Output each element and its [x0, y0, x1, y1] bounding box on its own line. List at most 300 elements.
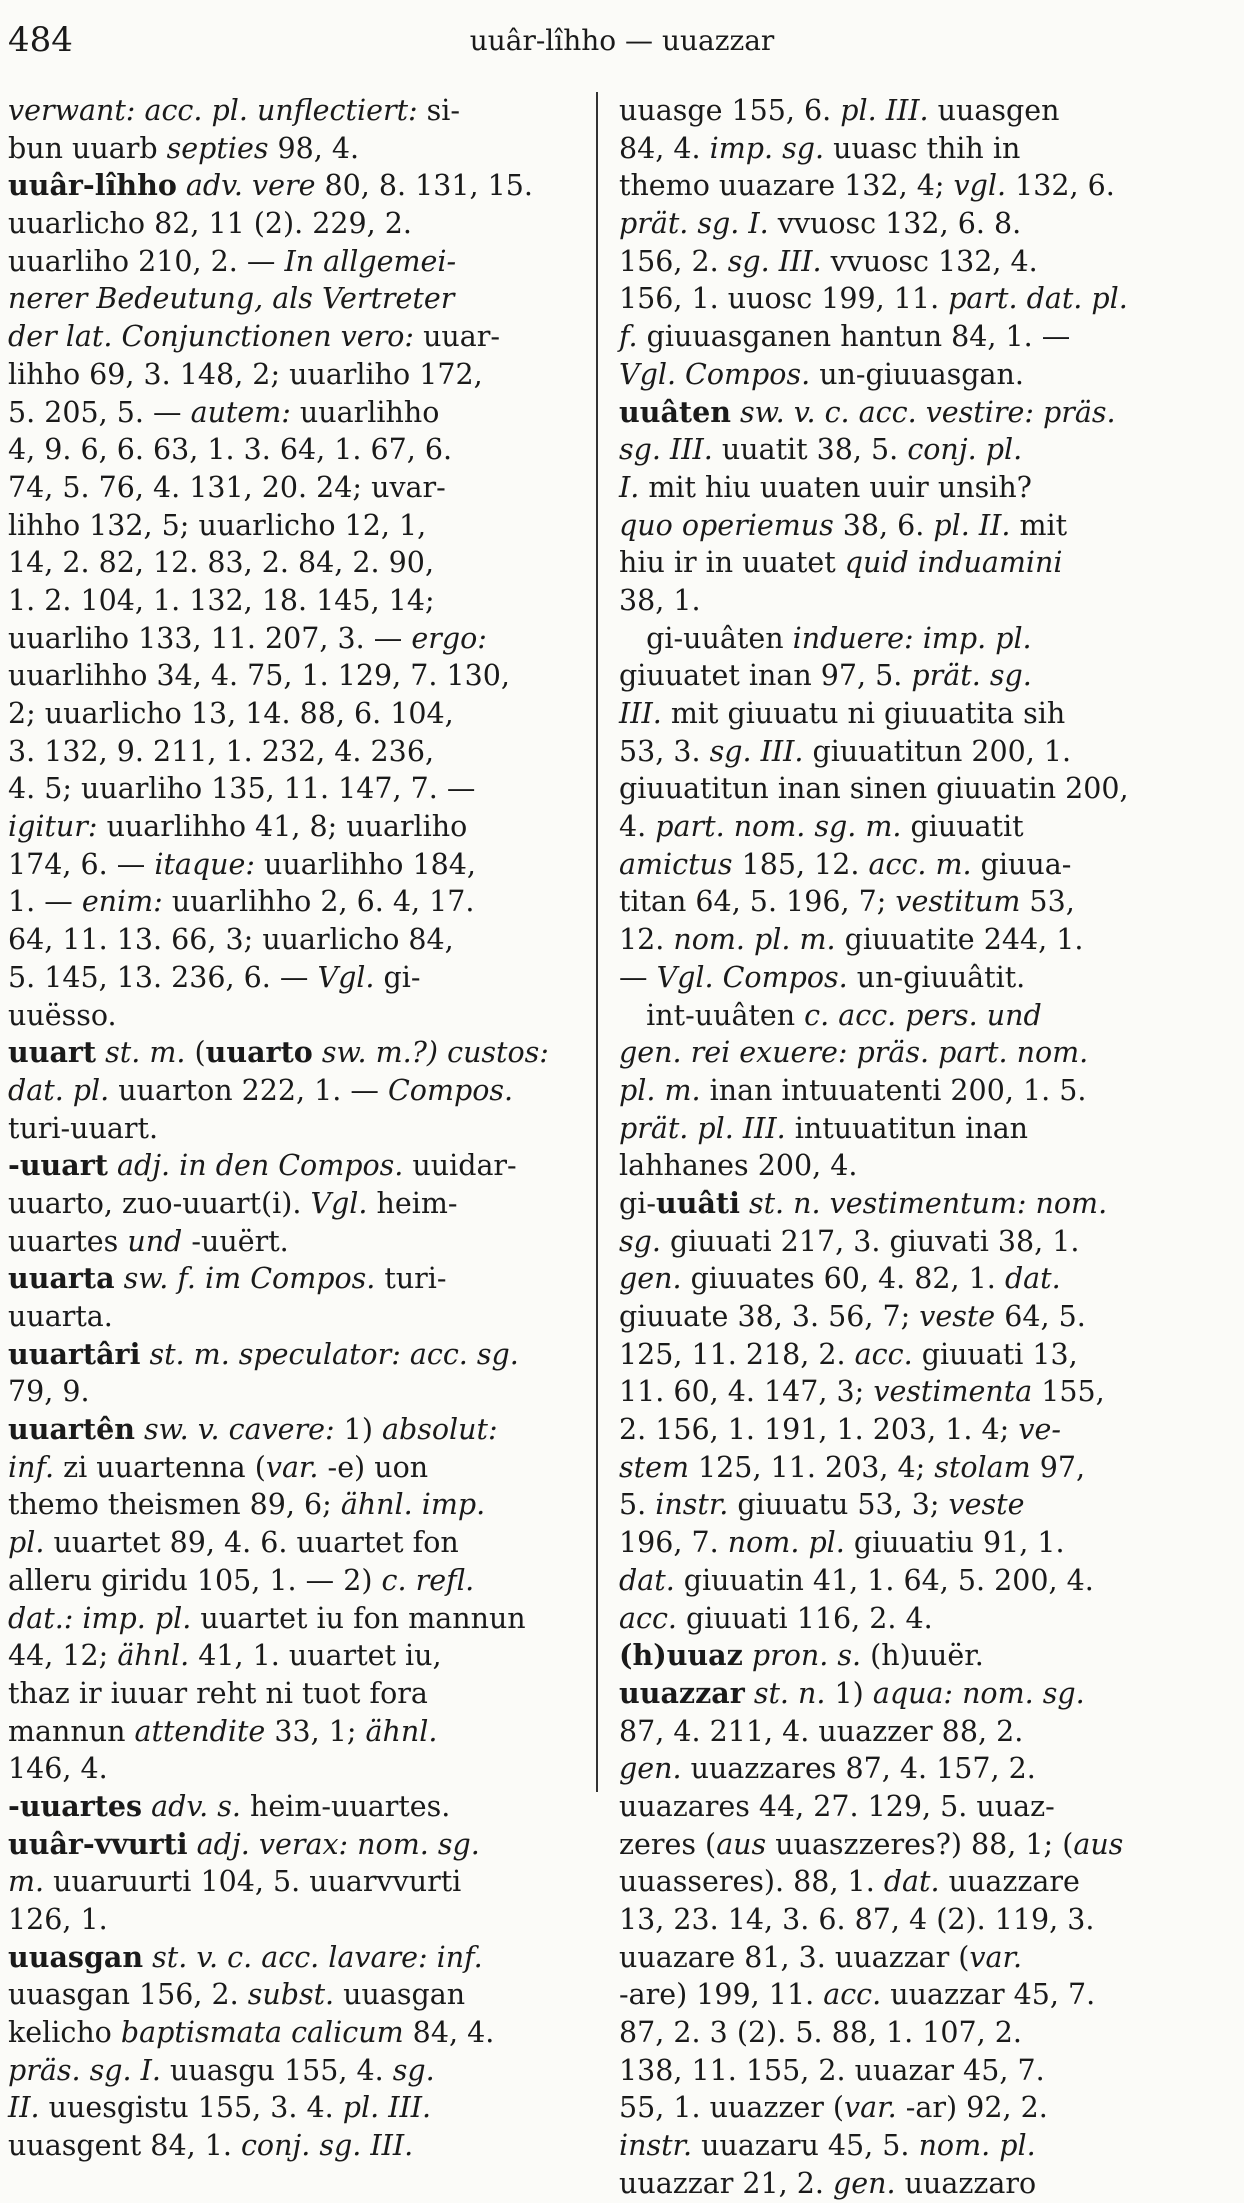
entry-line: [619, 1863, 1189, 1901]
entry-text: uuasgen: [928, 94, 1060, 127]
entry-text: 174, 6. —: [8, 847, 155, 881]
italic-gloss: sw. v. cavere:: [144, 1413, 335, 1447]
dictionary-entry: [619, 1675, 1189, 2203]
entry-text: mannun: [8, 1714, 135, 1748]
italic-gloss: st. n. vestimentum: nom.: [748, 1186, 1108, 1220]
entry-line: [8, 770, 583, 808]
entry-text: 146, 4.: [8, 1752, 108, 1786]
entry-text: giuuati 116, 2. 4.: [676, 1601, 933, 1635]
italic-gloss: inf.: [8, 1450, 55, 1484]
entry-line: [619, 1524, 1189, 1562]
entry-text: gi-: [374, 960, 421, 994]
italic-gloss: Vgl. Compos.: [619, 357, 811, 391]
italic-gloss: aus: [1073, 1827, 1124, 1861]
italic-gloss: part. dat. pl.: [948, 282, 1128, 316]
entry-line: [8, 1600, 583, 1638]
italic-gloss: itaque:: [154, 847, 255, 881]
headword: uuâr-vvurti: [8, 1826, 188, 1861]
italic-gloss: prät. sg. I.: [619, 207, 769, 241]
italic-gloss: acc.: [619, 1601, 677, 1635]
entry-text: 38, 1.: [619, 583, 701, 617]
italic-gloss: nerer Bedeutung, als Vertreter: [8, 282, 455, 316]
entry-line: [8, 657, 583, 695]
entry-text: 55, 1. uuazzer (: [619, 2091, 845, 2125]
italic-gloss: adv. vere: [185, 169, 316, 203]
entry-text: 33, 1;: [265, 1714, 366, 1748]
entry-text: giuuatite 244, 1.: [835, 923, 1084, 957]
headword: uuarta: [8, 1261, 115, 1296]
italic-gloss: gen.: [833, 2166, 896, 2200]
italic-gloss: nom. pl.: [918, 2129, 1036, 2163]
italic-gloss: ähnl.: [117, 1639, 190, 1673]
headword: uuartâri: [8, 1336, 141, 1371]
entry-line: [619, 2165, 1189, 2203]
entry-line: [8, 356, 583, 394]
entry-line: [619, 770, 1189, 808]
entry-line: [8, 167, 583, 205]
headword: (h)uuaz: [619, 1638, 743, 1673]
entry-text: uuazzares 87, 4. 157, 2.: [681, 1752, 1036, 1786]
italic-gloss: dat. pl.: [8, 1073, 110, 1107]
entry-line: [8, 1901, 583, 1939]
entry-text: hiu ir in uuatet: [619, 546, 845, 580]
entry-line: [8, 1976, 583, 2014]
italic-gloss: quid induamini: [844, 546, 1063, 580]
entry-text: 11. 60, 4. 147, 3;: [619, 1375, 874, 1409]
entry-line: [619, 1373, 1189, 1411]
italic-gloss: var.: [844, 2091, 897, 2125]
italic-gloss: st. m.: [105, 1036, 186, 1070]
entry-line: [619, 243, 1189, 281]
entry-text: [743, 1639, 752, 1672]
italic-gloss: ergo:: [411, 621, 487, 655]
entry-text: heim-: [367, 1186, 458, 1220]
entry-text: uuasgan 156, 2.: [8, 1978, 248, 2012]
italic-gloss: induere: imp. pl.: [792, 621, 1032, 655]
entry-text: giuuatiu 91, 1.: [844, 1526, 1065, 1560]
entry-line: [619, 1034, 1189, 1072]
entry-line: [619, 2089, 1189, 2127]
entry-line: [8, 808, 583, 846]
entry-text: 44, 12;: [8, 1639, 118, 1673]
entry-text: 2. 156, 1. 191, 1. 203, 1. 4;: [619, 1413, 1019, 1447]
entry-line: [8, 921, 583, 959]
entry-line: [619, 883, 1189, 921]
entry-line: [8, 205, 583, 243]
entry-text: uuazzar 45, 7.: [881, 1978, 1096, 2012]
entry-text: uuarlihho 184,: [254, 847, 476, 881]
italic-gloss: Compos.: [387, 1073, 514, 1107]
entry-text: giuuate 38, 3. 56, 7;: [619, 1300, 920, 1333]
headword: uuâr-lîhho: [8, 168, 177, 203]
entry-text: themo theismen 89, 6;: [8, 1488, 341, 1522]
entry-text: giuua-: [971, 847, 1072, 881]
italic-gloss: var.: [265, 1450, 319, 1484]
entry-line: [619, 1750, 1189, 1788]
entry-line: [619, 544, 1189, 582]
entry-line: [619, 1976, 1189, 2014]
entry-line: [8, 2127, 583, 2165]
italic-gloss: stem: [619, 1450, 689, 1484]
entry-text: giuuasganen hantun 84, 1. —: [637, 320, 1071, 354]
entry-text: uuasseres). 88, 1.: [619, 1865, 884, 1899]
entry-text: 5. 145, 13. 236, 6. —: [8, 960, 318, 994]
italic-gloss: instr.: [655, 1488, 729, 1522]
entry-line: [619, 921, 1189, 959]
entry-text: 125, 11. 218, 2.: [619, 1337, 855, 1371]
entry-text: kelicho: [8, 2016, 121, 2050]
entry-text: [188, 1828, 197, 1861]
entry-text: turi-uuart.: [8, 1111, 159, 1145]
italic-gloss: II.: [8, 2091, 40, 2125]
italic-gloss: c. refl.: [381, 1563, 475, 1597]
entry-line: [8, 620, 583, 658]
dictionary-entry: [619, 1637, 1189, 1675]
italic-gloss: veste: [948, 1488, 1025, 1522]
entry-text: un-giuuasgan.: [810, 357, 1024, 391]
column-divider: [596, 92, 598, 1792]
entry-line: [619, 846, 1189, 884]
entry-line: [8, 1034, 583, 1072]
entry-text: 4, 9. 6, 6. 63, 1. 3. 64, 1. 67, 6.: [8, 433, 453, 467]
entry-text: 2; uuarlicho 13, 14. 88, 6. 104,: [8, 697, 454, 730]
entry-line: [619, 130, 1189, 168]
italic-gloss: adv. s.: [151, 1789, 241, 1823]
entry-line: [8, 1147, 583, 1185]
italic-gloss: sw. m.?) custos:: [321, 1036, 549, 1070]
italic-gloss: prät. pl. III.: [619, 1111, 786, 1145]
italic-gloss: vestitum: [895, 885, 1021, 919]
headword: -uuartes: [8, 1788, 143, 1823]
entry-text: uuazzaro: [895, 2166, 1037, 2200]
entry-text: uuazaru 45, 5.: [692, 2129, 919, 2163]
entry-text: (h)uuër.: [861, 1639, 984, 1673]
italic-gloss: dat.: [1004, 1262, 1061, 1296]
entry-line: [619, 1223, 1189, 1261]
entry-text: uuësso.: [8, 998, 117, 1032]
entry-text: giuuatitun 200, 1.: [803, 734, 1072, 768]
entry-text: 5. 205, 5. —: [8, 395, 191, 429]
entry-text: uuarlihho 41, 8; uuarliho: [97, 810, 468, 844]
entry-text: uuasgu 155, 4.: [160, 2053, 393, 2087]
entry-line: [619, 997, 1189, 1035]
entry-text: 12.: [619, 923, 674, 957]
entry-text: uuazare 81, 3. uuazzar (: [619, 1940, 970, 1974]
italic-gloss: veste: [919, 1300, 996, 1333]
entry-line: [619, 92, 1189, 130]
italic-gloss: gen.: [619, 1262, 682, 1296]
entry-line: [619, 657, 1189, 695]
entry-text: 196, 7.: [619, 1526, 728, 1560]
entry-line: [619, 1336, 1189, 1374]
italic-gloss: aqua: nom. sg.: [872, 1676, 1085, 1710]
entry-text: 126, 1.: [8, 1903, 108, 1936]
italic-gloss: nom. pl.: [727, 1526, 845, 1560]
entry-text: mit giuuatu ni giuuatita sih: [661, 697, 1066, 730]
entry-text: uuarliho 133, 11. 207, 3. —: [8, 621, 412, 655]
entry-line: [619, 2127, 1189, 2165]
entry-text: [177, 169, 186, 202]
entry-text: intuuatitun inan: [785, 1111, 1029, 1145]
entry-text: giuuatin 41, 1. 64, 5. 200, 4.: [674, 1563, 1094, 1597]
entry-text: gi-: [619, 1186, 656, 1220]
entry-text: 41, 1. uuartet iu,: [189, 1639, 442, 1673]
italic-gloss: acc.: [823, 1978, 882, 2012]
entry-text: [108, 1149, 117, 1182]
entry-line: [619, 394, 1189, 432]
italic-gloss: acc. pl. unflectiert:: [144, 94, 418, 127]
entry-text: zeres (: [619, 1827, 717, 1861]
entry-text: un-giuuâtit.: [847, 960, 1026, 994]
italic-gloss: Vgl.: [317, 960, 375, 994]
entry-text: giuuati 13,: [912, 1337, 1078, 1371]
italic-gloss: sw. v. c. acc. vestire: präs.: [740, 395, 1116, 429]
entry-text: uuarto, zuo-uuart(i).: [8, 1186, 311, 1220]
entry-line: [8, 92, 583, 130]
entry-text: [115, 1262, 124, 1295]
entry-line: [8, 1072, 583, 1110]
entry-text: uuidar-: [403, 1149, 517, 1183]
headword: uuasgan: [8, 1939, 144, 1974]
entry-text: zi uuartenna (: [54, 1450, 266, 1484]
entry-text: 64, 5.: [995, 1300, 1086, 1333]
entry-text: 156, 1. uuosc 199, 11.: [619, 282, 949, 316]
italic-gloss: sg.: [619, 1224, 661, 1258]
entry-text: -uuërt.: [182, 1224, 289, 1258]
entry-text: 98, 4.: [268, 131, 360, 165]
entry-text: giuuates 60, 4. 82, 1.: [681, 1262, 1005, 1296]
entry-text: lahhanes 200, 4.: [619, 1149, 858, 1183]
headword: uuazzar: [619, 1675, 745, 1710]
dictionary-entry: [8, 1939, 583, 2165]
entry-line: [619, 1901, 1189, 1939]
dictionary-entry: [8, 1147, 583, 1260]
italic-gloss: var.: [969, 1940, 1023, 1974]
entry-text: alleru giridu 105, 1. — 2): [8, 1563, 382, 1597]
italic-gloss: pl. III.: [342, 2091, 432, 2125]
italic-gloss: pron. s.: [751, 1639, 862, 1673]
entry-line: [619, 808, 1189, 846]
entry-line: [8, 1373, 583, 1411]
entry-text: 14, 2. 82, 12. 83, 2. 84, 2. 90,: [8, 546, 434, 580]
dictionary-entry: [8, 92, 583, 167]
entry-text: turi-: [375, 1262, 447, 1296]
entry-line: [8, 582, 583, 620]
italic-gloss: pl.: [8, 1526, 45, 1560]
entry-text: uuarlihho 2, 6. 4, 17.: [162, 885, 475, 919]
entry-line: [619, 507, 1189, 545]
entry-text: si-: [417, 94, 461, 127]
entry-text: 64, 11. 13. 66, 3; uuarlicho 84,: [8, 923, 454, 957]
entry-line: [8, 2014, 583, 2052]
entry-line: [8, 1449, 583, 1487]
entry-line: [619, 318, 1189, 356]
italic-gloss: und: [127, 1224, 183, 1258]
entry-text: 5.: [619, 1488, 656, 1522]
entry-text: —: [619, 960, 657, 994]
entry-text: giuuati 217, 3. giuvati 38, 1.: [660, 1224, 1080, 1258]
entry-text: [142, 1790, 151, 1823]
entry-line: [8, 1524, 583, 1562]
entry-text: uuarlihho 34, 4. 75, 1. 129, 7. 130,: [8, 659, 510, 693]
entry-text: uuazzare: [939, 1865, 1080, 1899]
entry-line: [8, 1110, 583, 1148]
entry-text: uuartes: [8, 1224, 128, 1258]
entry-text: uuaruurti 104, 5. uuarvvurti: [44, 1865, 462, 1899]
entry-text: 4.: [619, 810, 656, 844]
italic-gloss: st. n.: [753, 1676, 826, 1710]
italic-gloss: st. m. speculator: acc. sg.: [149, 1337, 519, 1371]
running-head: uuâr-lîhho — uuazzar: [469, 24, 775, 57]
entry-text: heim-uuartes.: [240, 1789, 451, 1823]
headword: uuart: [8, 1035, 97, 1070]
entry-line: [8, 1675, 583, 1713]
italic-gloss: enim:: [81, 885, 163, 919]
entry-text: lihho 132, 5; uuarlicho 12, 1,: [8, 508, 427, 542]
italic-gloss: sg. III.: [727, 244, 822, 278]
entry-text: uuazzar 21, 2.: [619, 2166, 834, 2200]
dictionary-entry: [619, 394, 1189, 1185]
entry-line: [619, 205, 1189, 243]
entry-text: 80, 8. 131, 15.: [315, 169, 533, 203]
italic-gloss: autem:: [190, 395, 291, 429]
entry-line: [8, 1298, 583, 1336]
entry-text: uuarlihho: [290, 395, 440, 429]
italic-gloss: igitur:: [8, 810, 98, 844]
entry-line: [619, 1411, 1189, 1449]
entry-text: giuuatit: [901, 810, 1024, 844]
entry-line: [8, 959, 583, 997]
entry-line: [619, 1713, 1189, 1751]
entry-text: 84, 4.: [619, 131, 710, 165]
entry-line: [8, 1863, 583, 1901]
entry-text: [731, 396, 740, 429]
entry-text: mit: [1010, 508, 1068, 542]
italic-gloss: c. acc. pers. und: [804, 998, 1042, 1032]
entry-text: giuuatu 53, 3;: [728, 1488, 949, 1522]
entry-text: uuasge 155, 6.: [619, 94, 841, 127]
entry-line: [619, 1486, 1189, 1524]
dictionary-entry: [8, 1788, 583, 1826]
entry-line: [8, 883, 583, 921]
entry-text: uuarlicho 82, 11 (2). 229, 2.: [8, 207, 412, 241]
italic-gloss: gen. rei exuere: präs. part. nom.: [619, 1036, 1089, 1070]
entry-text: gi-uuâten: [619, 621, 793, 655]
entry-line: [619, 1637, 1189, 1675]
entry-text: 4. 5; uuarliho 135, 11. 147, 7. —: [8, 772, 476, 806]
entry-text: 1. 2. 104, 1. 132, 18. 145, 14;: [8, 583, 435, 617]
italic-gloss: nom. pl. m.: [673, 923, 836, 957]
entry-line: [8, 733, 583, 771]
italic-gloss: gen.: [619, 1752, 682, 1786]
headword: uuâti: [656, 1185, 740, 1220]
entry-text: giuuatitun inan sinen giuuatin 200,: [619, 772, 1129, 806]
entry-text: uuesgistu 155, 3. 4.: [39, 2091, 343, 2125]
entry-text: 97,: [1030, 1450, 1086, 1484]
entry-text: 84, 4.: [403, 2016, 495, 2050]
italic-gloss: verwant:: [8, 94, 136, 127]
entry-text: 53,: [1020, 885, 1075, 919]
dictionary-entry: [619, 92, 1189, 394]
entry-line: [8, 846, 583, 884]
entry-line: [8, 2089, 583, 2127]
italic-gloss: der lat. Conjunctionen vero:: [8, 320, 415, 354]
entry-text: [745, 1677, 754, 1710]
entry-text: uuar-: [414, 320, 501, 354]
left-column: [8, 92, 583, 2165]
entry-text: vvuosc 132, 6. 8.: [768, 207, 1022, 241]
entry-line: [619, 1449, 1189, 1487]
italic-gloss: amictus: [619, 847, 733, 881]
entry-text: -are) 199, 11.: [619, 1978, 824, 2012]
entry-line: [8, 1750, 583, 1788]
entry-line: [8, 695, 583, 733]
right-column: [619, 92, 1189, 2203]
italic-gloss: pl. II.: [933, 508, 1011, 542]
entry-line: [8, 507, 583, 545]
entry-text: 125, 11. 203, 4;: [688, 1450, 935, 1484]
entry-text: int-uuâten: [619, 998, 805, 1032]
entry-line: [8, 1939, 583, 1977]
entry-text: uuarton 222, 1. —: [109, 1073, 388, 1107]
entry-line: [619, 620, 1189, 658]
italic-gloss: attendite: [134, 1714, 266, 1748]
italic-gloss: stolam: [934, 1450, 1031, 1484]
entry-line: [8, 469, 583, 507]
entry-line: [8, 394, 583, 432]
dictionary-entry: [8, 1336, 583, 1411]
entry-text: giuuatet inan 97, 5.: [619, 659, 912, 693]
italic-gloss: quo operiemus: [619, 508, 834, 542]
italic-gloss: pl. m.: [619, 1073, 701, 1107]
italic-gloss: aus: [716, 1827, 767, 1861]
italic-gloss: septies: [166, 131, 269, 165]
entry-line: [8, 1826, 583, 1864]
italic-gloss: Vgl.: [310, 1186, 368, 1220]
entry-text: uuarliho 210, 2. —: [8, 244, 285, 278]
italic-gloss: sw. f. im Compos.: [123, 1262, 376, 1296]
italic-gloss: vestimenta: [873, 1375, 1033, 1409]
italic-gloss: conj. pl.: [907, 433, 1023, 467]
entry-text: bun uuarb: [8, 131, 167, 165]
italic-gloss: dat.: [619, 1563, 675, 1597]
italic-gloss: part. nom. sg. m.: [655, 810, 902, 844]
entry-line: [619, 2052, 1189, 2090]
page-header: [0, 14, 1244, 64]
entry-line: [8, 280, 583, 318]
entry-text: lihho 69, 3. 148, 2; uuarliho 172,: [8, 357, 483, 391]
entry-text: themo uuazare 132, 4;: [619, 169, 954, 203]
entry-text: [740, 1187, 749, 1220]
italic-gloss: sg.: [392, 2053, 435, 2087]
entry-line: [619, 356, 1189, 394]
entry-text: inan intuuatenti 200, 1. 5.: [700, 1073, 1087, 1107]
entry-line: [8, 1486, 583, 1524]
entry-line: [8, 318, 583, 356]
entry-line: [619, 1298, 1189, 1336]
entry-text: [313, 1036, 322, 1069]
entry-text: mit hiu uuaten uuir unsih?: [639, 470, 1032, 504]
entry-line: [8, 1637, 583, 1675]
headword: uuartên: [8, 1412, 135, 1447]
entry-text: 79, 9.: [8, 1375, 90, 1409]
entry-line: [8, 1260, 583, 1298]
entry-text: uuartet iu fon mannun: [191, 1601, 526, 1635]
entry-line: [619, 167, 1189, 205]
entry-text: titan 64, 5. 196, 7;: [619, 885, 896, 919]
entry-line: [619, 1072, 1189, 1110]
entry-line: [619, 1826, 1189, 1864]
